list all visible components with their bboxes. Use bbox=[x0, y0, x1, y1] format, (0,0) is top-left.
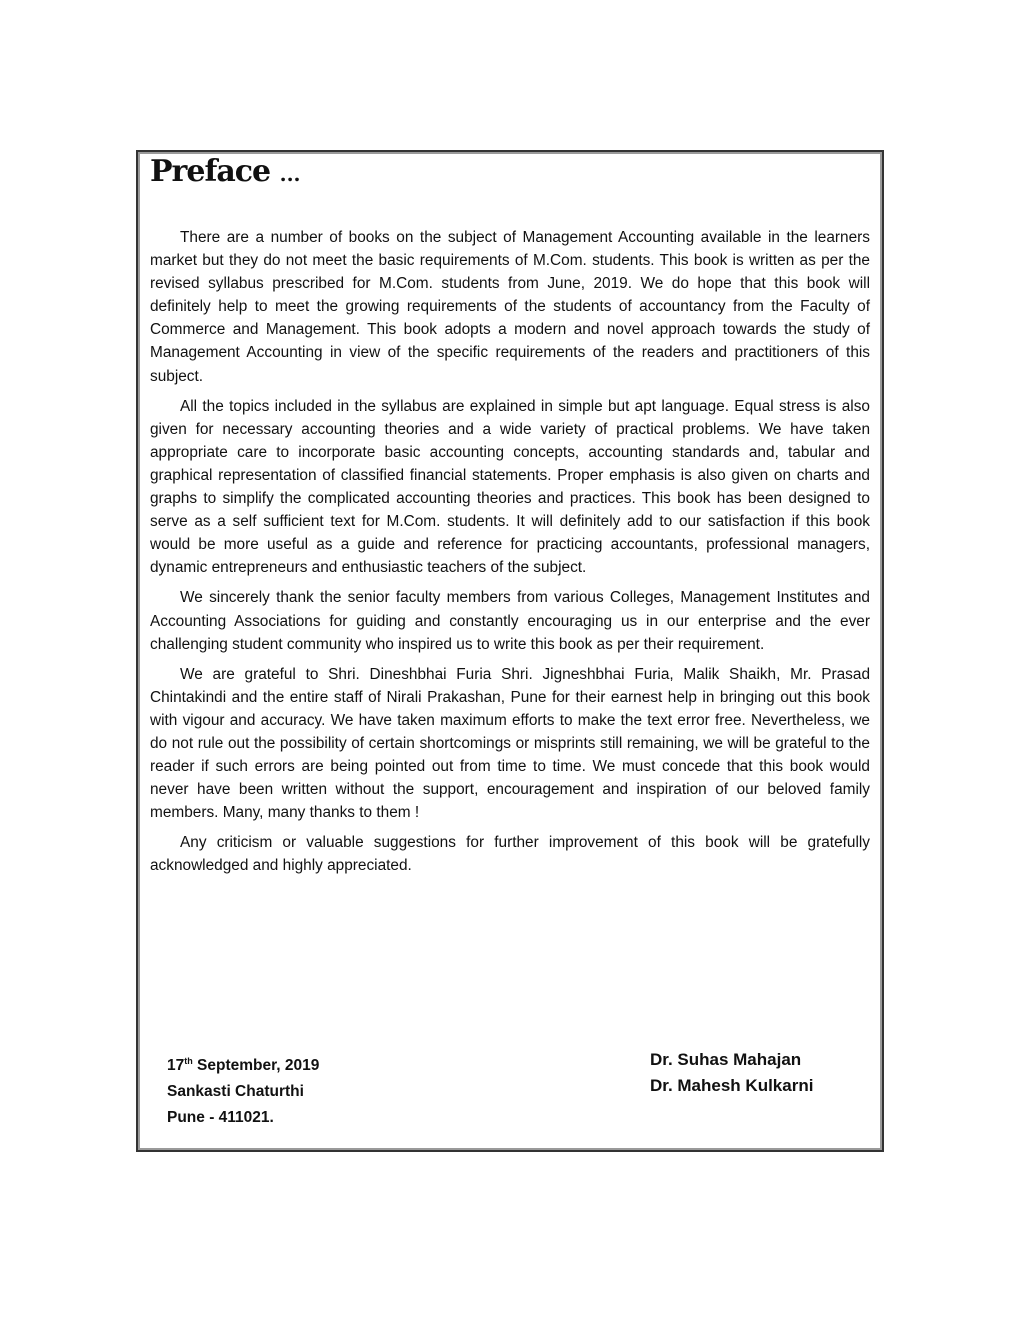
preface-body bbox=[150, 226, 870, 885]
occasion: Sankasti Chaturthi bbox=[167, 1083, 304, 1101]
date bbox=[167, 1048, 319, 1079]
date-rest: September, 2019 bbox=[192, 1057, 320, 1075]
date-day: 17 bbox=[167, 1057, 185, 1075]
title-text: Preface bbox=[150, 154, 271, 189]
paragraph: Any criticism or valuable suggestions for further improvement of this book will be gratefully acknowledged and highly appreciated. bbox=[150, 834, 870, 875]
author: Dr. Suhas Mahajan bbox=[650, 1050, 802, 1069]
place: Pune - 411021. bbox=[167, 1109, 274, 1127]
paragraph: We are grateful to Shri. Dineshbhai Furia Shri. Jigneshbhai Furia, Malik Shaikh, Mr. Prasad Chintakindi and the entire staff of Nirali Prakashan, Pune for their earnest help in bringing out this book with vigour and accuracy. We have taken maximum efforts to make the text error free. Nevertheless, we do not rule out the possibility of certain shortcomings or misprints still remaining, we will be grateful to the reader if such errors are being pointed out from time to time. We must concede that this book would never have been written without the support, encouragement and inspiration of our beloved family members. Many, many thanks to them ! bbox=[150, 665, 870, 822]
date-place-block bbox=[167, 1048, 319, 1131]
page-title bbox=[150, 154, 301, 189]
paragraph: We sincerely thank the senior faculty members from various Colleges, Management Institutes and Accounting Associations for guiding and constantly encouraging us in our enterprise and the ever challenging student community who inspired us to write this book as per their requirement. bbox=[150, 589, 870, 653]
date-suffix: th bbox=[184, 1056, 193, 1066]
paragraph: There are a number of books on the subject of Management Accounting available in the learners market but they do not meet the basic requirements of M.Com. students. This book is written as per the revised syllabus prescribed for M.Com. students from June, 2019. We do hope that this book will definitely help to meet the growing requirements of the students of accountancy from the Faculty of Commerce and Management. This book adopts a modern and novel approach towards the study of Management Accounting in view of the specific requirements of the readers and practitioners of this subject. bbox=[150, 229, 870, 385]
title-suffix: ... bbox=[279, 162, 301, 186]
author: Dr. Mahesh Kulkarni bbox=[650, 1076, 814, 1095]
authors-block bbox=[650, 1047, 813, 1099]
paragraph: All the topics included in the syllabus are explained in simple but apt language. Equal stress is also given for necessary accounting theories and a wide variety of practical problems. We have taken appropriate care to incorporate basic accounting concepts, accounting standards and, tabular and graphical representation of classified financial statements. Proper emphasis is also given on charts and graphs to simplify the complicated accounting theories and practices. This book has been designed to serve as a self sufficient text for M.Com. students. It will definitely add to our satisfaction if this book would be more useful as a guide and reference for practicing accountants, professional managers, dynamic entrepreneurs and enthusiastic teachers of the subject. bbox=[150, 397, 870, 577]
